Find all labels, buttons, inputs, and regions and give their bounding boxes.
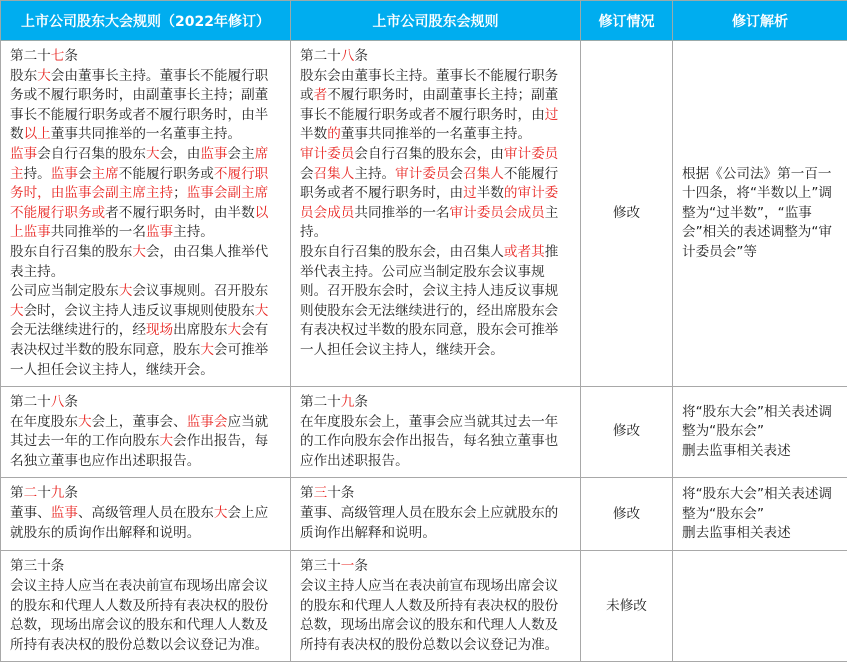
- table-row: [1, 387, 847, 478]
- article-paragraph: [10, 413, 281, 472]
- revised-text: 二: [24, 485, 38, 501]
- text-segment: 第二十: [10, 394, 51, 410]
- revised-text: 审计委员: [300, 146, 354, 162]
- revised-text: 现场: [146, 322, 173, 338]
- text-segment: 第: [10, 485, 24, 501]
- article-number: [10, 47, 281, 67]
- header-revision-analysis: 修订解析: [673, 1, 847, 41]
- analysis-text: 将“股东大会”相关表述调整为“股东会”: [682, 403, 838, 442]
- text-segment: 条: [64, 48, 78, 64]
- old-rule-cell: [1, 41, 291, 387]
- revised-text: 监事: [146, 224, 173, 240]
- text-segment: 会上，董事会、: [92, 414, 187, 430]
- revised-text: 大: [132, 244, 146, 260]
- new-rule-cell: [291, 387, 581, 478]
- text-segment: 董事、高级管理人员在股东会上应就股东的质询作出解释和说明。: [300, 505, 558, 541]
- revised-text: 监事: [51, 166, 78, 182]
- revision-status: 修改: [613, 423, 640, 439]
- article-paragraph: [300, 67, 571, 145]
- analysis-text: 删去监事相关表述: [682, 442, 838, 462]
- old-rule-cell: [1, 387, 291, 478]
- analysis-text: 将“股东大会”相关表述调整为“股东会”: [682, 485, 838, 524]
- text-segment: 股东: [10, 68, 37, 84]
- text-segment: 主持。: [354, 166, 395, 182]
- article-paragraph: [10, 504, 281, 543]
- article-number: [300, 47, 571, 67]
- revision-status: 未修改: [606, 598, 647, 614]
- revised-text: 大: [78, 414, 92, 430]
- text-segment: 会自行召集的股东: [37, 146, 146, 162]
- revised-text: 召集人: [314, 166, 355, 182]
- revised-text: 审计委员: [504, 146, 558, 162]
- text-segment: 不履行职务时，由副董事长主持；副董事长不能履行职务或者不履行职务时，由: [300, 87, 558, 123]
- revision-analysis-cell: [673, 41, 847, 387]
- article-paragraph: [300, 504, 571, 543]
- analysis-text: 根据《公司法》第一百一十四条，将“半数以上”调整为“过半数”，“监事会”相关的表述调整为“审计委员会”等: [682, 165, 838, 263]
- revised-text: 或者其: [504, 244, 545, 260]
- header-revision-status: 修订情况: [581, 1, 673, 41]
- revised-text: 的: [327, 126, 341, 142]
- new-rule-cell: [291, 551, 581, 662]
- text-segment: 公司应当制定股东: [10, 283, 119, 299]
- revised-text: 召集人: [463, 166, 504, 182]
- text-segment: 不能履行职务或者不履行职务时，由: [300, 166, 558, 202]
- text-segment: 者不履行职务时，由半数: [105, 205, 255, 221]
- table-row: [1, 551, 847, 662]
- text-segment: 会无法继续进行的，经: [10, 322, 146, 338]
- analysis-text: 删去监事相关表述: [682, 524, 838, 544]
- revised-text: 过: [545, 107, 559, 123]
- article-paragraph: [300, 413, 571, 472]
- article-number: [300, 484, 571, 504]
- text-segment: 第二十: [300, 394, 341, 410]
- text-segment: 主持。: [300, 205, 558, 241]
- article-paragraph: [10, 145, 281, 243]
- text-segment: 半数: [300, 126, 327, 142]
- article-number: [300, 393, 571, 413]
- revision-analysis-cell: [673, 551, 847, 662]
- text-segment: 在年度股东会上，董事会应当就其过去一年的工作向股东会作出报告，每名独立董事也应作出述职报告。: [300, 414, 558, 469]
- text-segment: 共同推举的一名: [354, 205, 449, 221]
- article-paragraph: [10, 67, 281, 145]
- text-segment: 不能履行职务或: [119, 166, 214, 182]
- text-segment: 第二十: [10, 48, 51, 64]
- article-number: [300, 557, 571, 577]
- revised-text: 大: [228, 322, 242, 338]
- revised-text: 监事会副主席不能履行职务或: [10, 185, 268, 221]
- article-number: [10, 484, 281, 504]
- text-segment: 会作出报告，每名独立董事也应作出述职报告。: [10, 433, 268, 469]
- text-segment: 会主: [228, 146, 255, 162]
- article-paragraph: [10, 243, 281, 282]
- revised-text: 主席: [92, 166, 119, 182]
- revision-status-cell: [581, 387, 673, 478]
- text-segment: 共同推举的一名: [51, 224, 146, 240]
- revised-text: 九: [341, 394, 355, 410]
- text-segment: 十: [37, 485, 51, 501]
- text-segment: 会由董事长主持。董事长不能履行职务或不履行职务时，由副董事长主持；副董事长不能履行职务或者不履行职务时，由半数: [10, 68, 268, 143]
- revised-text: 大: [146, 146, 160, 162]
- text-segment: 会: [450, 166, 464, 182]
- text-segment: 十条: [327, 485, 354, 501]
- revised-text: 监事: [200, 146, 227, 162]
- text-segment: 会议主持人应当在表决前宣布现场出席会议的股东和代理人人数及所持有表决权的股份总数，现场出席会议的股东和代理人人数及所持有表决权的股份总数以会议登记为准。: [300, 578, 558, 653]
- revised-text: 审计委员: [395, 166, 449, 182]
- text-segment: 条: [354, 394, 368, 410]
- text-segment: 会议主持人应当在表决前宣布现场出席会议的股东和代理人人数及所持有表决权的股份总数，现场出席会议的股东和代理人人数及所持有表决权的股份总数以会议登记为准。: [10, 578, 268, 653]
- text-segment: 半数: [477, 185, 504, 201]
- revised-text: 以上监事: [10, 205, 268, 241]
- table-row: [1, 41, 847, 387]
- revised-text: 大: [37, 68, 51, 84]
- revised-text: 大: [10, 303, 24, 319]
- revised-text: 七: [51, 48, 65, 64]
- text-segment: 出席股东: [173, 322, 227, 338]
- text-segment: 条: [354, 558, 368, 574]
- revised-text: 的审计委员会成员: [300, 185, 558, 221]
- revised-text: 以上: [24, 126, 51, 142]
- revision-status: 修改: [613, 506, 640, 522]
- text-segment: 推举代表主持。公司应当制定股东会议事规则。召开股东会时，会议主持人违反议事规则使股东会无法继续进行的，经出席股东会有表决权过半数的股东同意，股东会可推举一人担任会议主持人，继续开会。: [300, 244, 558, 358]
- text-segment: 股东自行召集的股东会，由召集人: [300, 244, 504, 260]
- revision-status-cell: [581, 551, 673, 662]
- text-segment: 第三十条: [10, 558, 64, 574]
- text-segment: 第二十: [300, 48, 341, 64]
- text-segment: 条: [354, 48, 368, 64]
- text-segment: ；: [173, 185, 187, 201]
- revised-text: 八: [51, 394, 65, 410]
- text-segment: 会时，会议主持人违反议事规则使股东: [24, 303, 255, 319]
- revised-text: 审计委员会成员: [450, 205, 545, 221]
- text-segment: 董事共同推举的一名董事主持。: [51, 126, 241, 142]
- revised-text: 监事会: [187, 414, 228, 430]
- article-number: [10, 557, 281, 577]
- text-segment: 在年度股东: [10, 414, 78, 430]
- text-segment: 、高级管理人员在股东: [78, 505, 214, 521]
- old-rule-cell: [1, 478, 291, 551]
- revised-text: 过: [463, 185, 477, 201]
- revised-text: 者: [314, 87, 328, 103]
- text-segment: 主持。: [173, 224, 214, 240]
- article-paragraph: [10, 282, 281, 380]
- article-paragraph: [10, 577, 281, 655]
- text-segment: 股东会由董事长主持。董事长不能履行职务或: [300, 68, 558, 104]
- revised-text: 席主: [10, 146, 268, 182]
- text-segment: 应当就其过去一年的工作向股东: [10, 414, 268, 450]
- new-rule-cell: [291, 478, 581, 551]
- revised-text: 大: [119, 283, 133, 299]
- old-rule-cell: [1, 551, 291, 662]
- revision-analysis-cell: [673, 478, 847, 551]
- revision-status-cell: [581, 478, 673, 551]
- text-segment: 会议事规则。召开股东: [132, 283, 268, 299]
- text-segment: 第三十: [300, 558, 341, 574]
- revised-text: 九: [51, 485, 65, 501]
- text-segment: 会可推举一人担任会议主持人，继续开会。: [10, 342, 268, 378]
- revision-analysis-cell: [673, 387, 847, 478]
- revised-text: 大: [200, 342, 214, 358]
- text-segment: 条: [64, 394, 78, 410]
- text-segment: 条: [64, 485, 78, 501]
- text-segment: 会: [78, 166, 92, 182]
- revised-text: 八: [341, 48, 355, 64]
- article-paragraph: [300, 243, 571, 361]
- header-new-rules: 上市公司股东会规则: [291, 1, 581, 41]
- revised-text: 一: [341, 558, 355, 574]
- revised-text: 监事: [10, 146, 37, 162]
- text-segment: 会自行召集的股东会，由: [354, 146, 504, 162]
- revision-status-cell: [581, 41, 673, 387]
- text-segment: 第: [300, 485, 314, 501]
- text-segment: 会，由: [160, 146, 201, 162]
- table-row: [1, 478, 847, 551]
- revised-text: 不履行职务时，由监事会副主席主持: [10, 166, 268, 202]
- text-segment: 董事共同推举的一名董事主持。: [341, 126, 531, 142]
- revised-text: 三: [314, 485, 328, 501]
- text-segment: 会，由召集人推举代表主持。: [10, 244, 268, 280]
- header-old-rules: 上市公司股东大会规则（2022年修订）: [1, 1, 291, 41]
- text-segment: 会: [300, 166, 314, 182]
- text-segment: 董事、: [10, 505, 51, 521]
- article-paragraph: [300, 145, 571, 243]
- article-number: [10, 393, 281, 413]
- revision-status: 修改: [613, 205, 640, 221]
- revised-text: 大: [214, 505, 228, 521]
- revised-text: 监事: [51, 505, 78, 521]
- text-segment: 会上应就股东的质询作出解释和说明。: [10, 505, 268, 541]
- new-rule-cell: [291, 41, 581, 387]
- text-segment: 股东自行召集的股东: [10, 244, 132, 260]
- revised-text: 大: [255, 303, 269, 319]
- text-segment: 持。: [24, 166, 51, 182]
- table-header-row: [1, 1, 847, 41]
- revised-text: 大: [160, 433, 174, 449]
- text-segment: 会有表决权过半数的股东同意，股东: [10, 322, 268, 358]
- article-paragraph: [300, 577, 571, 655]
